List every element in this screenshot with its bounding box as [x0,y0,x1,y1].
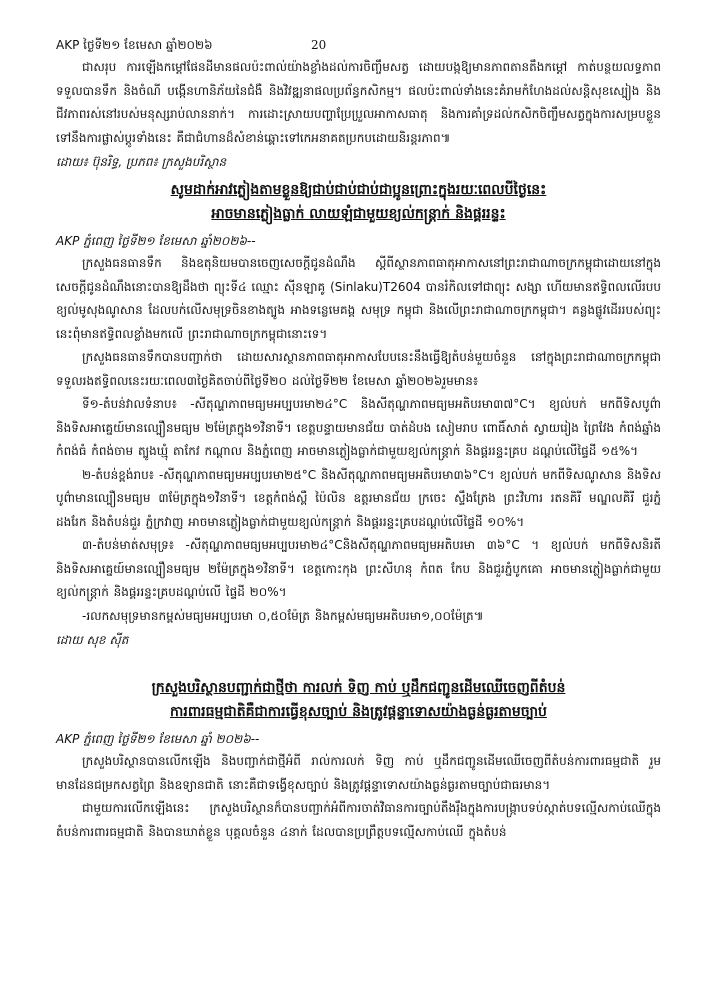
article-paragraph: ជាសរុប ការឡើងកម្តៅផែនដីមានផលប៉ះពាល់យ៉ាងខ្លាំងដល់ការចិញ្ចឹមសត្វ ដោយបង្កឱ្យមានភាពតានតឹងកម្តៅ កាត់បន្ថយលទ្ធភាពទទួលបានទឹក និងចំណី បង្កើនហានិភ័យនៃជំងឺ និងវិវឌ្ឍនាផលប្រព័ន្ធកសិកម្ម។ ផលប៉ះពាល់ទាំងនេះគំរាមកំហែងដល់សន្តិសុខស្បៀង និងជីវភាពរស់នៅរបស់មនុស្សរាប់លាននាក់។ ការដោះស្រាយបញ្ហាប្រែប្រួលអាកាសធាតុ និងការគាំទ្រដល់កសិកចិញ្ចឹមសត្វក្នុងការសម្របខ្លួនទៅនឹងការផ្លាស់ប្តូរទាំងនេះ គឺជាជំហានដ៏សំខាន់ឆ្ពោះទៅកេអនាគតប្រកបដោយនិរន្តរភាព៕ [56,60,661,145]
article-weather-warning [56,178,661,649]
article-paragraph: ក្រសួងធនធានទឹក និងឧតុនិយមបានចេញសេចក្តីជូនដំណឹង ស្តីពីស្ថានភាពធាតុអាកាសនៅព្រះរាជាណាចក្រកម្ពុជាដោយនៅក្នុងសេចក្តីជូនដំណឹងនោះបានឱ្យដឹងថា ព្យុះទី៤ ឈ្មោះ ស៊ីនឡាគូ (Sinlaku)T2604 បានរំកិលទៅជាព្យុះ សង្សា ហើយមានឥទ្ធិពលលើរបបខ្យល់មូសុងណូសាន ដែលបក់លើសមុទ្រចិនខាងត្បូង អាងទន្លេមេគង្គ សមុទ្រ កម្ពុជា និងលើព្រះរាជាណាចក្រកម្ពុជា។ គន្លងផ្លូវដើររបស់ព្យុះនេះពុំមានឥទ្ធិពលខ្លាំងមកលើ ព្រះរាជាណាចក្រកម្ពុជានោះទេ។ [56,256,661,341]
article-paragraph: ក្រសួងធនធានទឹកបានបញ្ជាក់ថា ដោយសារស្ថានភាពធាតុអាកាសបែបនេះនឹងធ្វើឱ្យតំបន់មួយចំនួន នៅក្នុងព្រះរាជាណាចក្រកម្ពុជាទទួលរងឥទ្ធិពលនេះរយៈពេល៣ថ្ងៃគិតចាប់ពីថ្ងៃទី២០ ដល់ថ្ងៃទី២២ ខែមេសា ឆ្នាំ២០២៦រួមមាន៖ [56,350,661,388]
header-agency-date: AKP ថ្ងៃទី២១ ខែមេសា ឆ្នាំ២០២៦ [56,38,213,52]
section-spacer [56,649,661,669]
article-byline: ដោយ សុខ ស៊ីត [56,633,129,647]
article-dateline: AKP ភ្នំពេញ ថ្ងៃទី២១ ខែមេសា ឆ្នាំ ២០២៦-- [56,732,260,746]
page-header [56,34,661,56]
article-paragraph: -រលកសមុទ្រមានកម្ពស់មធ្យមអប្បបរមា ០,៥០ម៉ែត្រ និងកម្ពស់មធ្យមអតិបរមា១,០០ម៉ែត្រ៕ [82,608,484,623]
article-headline [56,676,661,724]
article-paragraph: ក្រសួងបរិស្ថានបានលើកឡើង និងបញ្ជាក់ជាថ្មីអំពី រាល់ការលក់ ទិញ កាប់ ឬដឹកជញ្ជូនដើមឈើចេញពីតំបន់ការពារធម្មជាតិ រួមមានដែនជម្រកសត្វព្រៃ និងឧទ្យានជាតិ នោះគឺជាទង្វើខុសច្បាប់ និងត្រូវផ្តន្ទាទោសយ៉ាងធ្ងន់ធ្ងរតាមច្បាប់ជាធរមាន។ [56,754,661,792]
article-dateline: AKP ភ្នំពេញ ថ្ងៃទី២១ ខែមេសា ឆ្នាំ២០២៦-- [56,234,256,248]
headline-line-2: ការពារធម្មជាតិគឺជាការធ្វើខុសច្បាប់ និងត្រូវផ្តន្ទាទោសយ៉ាងធ្ងន់ធ្ងរតាមច្បាប់ [170,704,547,720]
article-forest-protection [56,676,661,844]
headline-line-2: អាចមានភ្លៀងធ្លាក់ លាយឡំជាមួយខ្យល់កន្ត្រាក់ និងផ្គររន្ទះ [211,206,506,222]
article-byline: ដោយ៖ ប៊ុនរិទ្ធ, ប្រភព៖ ក្រសួងបរិស្ថាន [56,155,227,169]
article-headline [56,178,661,226]
article-paragraph: ទី១-តំបន់វាលទំនាប៖ -សីតុណ្ហភាពមធ្យមអប្បបរមា២៤°C និងសីតុណ្ហភាពមធ្យមអតិបរមា៣៧°C។ ខ្យល់បក់ មកពីទិសបូព៌ា និងទិសអាគ្នេយ៍មានល្បឿនមធ្យម ២ម៉ែត្រក្នុង១វិនាទី។ ខេត្តបន្ទាយមានជ័យ បាត់ដំបង សៀមរាប ពោធិ៍សាត់ ស្វាយរៀង ព្រៃវែង កំពង់ឆ្នាំង កំពង់ធំ កំពង់ចាម ត្បូងឃ្មុំ តាកែវ កណ្តាល និងភ្នំពេញ អាចមានភ្លៀងធ្លាក់ជាមួយខ្យល់កន្ត្រាក់ និងផ្គររន្ទះគ្រប ដណ្តប់លើផ្ទៃដី ១៥%។ [56,397,661,458]
headline-line-1: សូមដាក់អាវភ្លៀងតាមខ្លួនឱ្យជាប់ជាប់ជាប់ជាប្អូនព្រោះក្នុងរយៈពេលបីថ្ងៃនេះ [170,182,547,198]
article-paragraph: ៣-តំបន់មាត់សមុទ្រ៖ -សីតុណ្ហភាពមធ្យមអប្បបរមា២៤°Cនិងសីតុណ្ហភាពមធ្យមអតិបរមា ៣៦°C ។ ខ្យល់បក់ មកពីទិសនិរតី និងទិសអាគ្នេយ៍មានល្បឿនមធ្យម ២ម៉ែត្រក្នុង១វិនាទី។ ខេត្តកោះកុង ព្រះសីហនុ កំពត កែប និងជួរភ្នំបូកគោ អាចមានភ្លៀងធ្លាក់ជាមួយខ្យល់កន្ត្រាក់ និងផ្គររន្ទះគ្របដណ្តប់លើ ផ្ទៃដី ២០%។ [56,538,661,599]
article-paragraph: ជាមួយការលើកឡើងនេះ ក្រសួងបរិស្ថានក៏បានបញ្ជាក់អំពីការចាត់វិធានការច្បាប់តឹងរ៉ឹងក្នុងការបង្ក្រាបទប់ស្កាត់បទល្មើសកាប់ឈើក្នុងតំបន់ការពារធម្មជាតិ និងបានឃាត់ខ្លួន បុគ្គលចំនួន ៤នាក់ ដែលបានប្រព្រឹត្តបទល្មើសកាប់ឈើ ក្នុងតំបន់ [56,801,661,839]
headline-line-1: ក្រសួងបរិស្ថានបញ្ជាក់ជាថ្មីថា ការលក់ ទិញ កាប់ ឬដឹកជញ្ជូនដើមឈើចេញពីតំបន់ [151,680,566,696]
article-paragraph: ២-តំបន់ខ្ពង់រាប៖ -សីតុណ្ហភាពមធ្យមអប្បបរមា២៥°C និងសីតុណ្ហភាពមធ្យមអតិបរមា៣៦°C។ ខ្យល់បក់ មកពីទិសណូសាន និងទិសបូព៌ាមានល្បឿនមធ្យម ៣ម៉ែត្រក្នុង១វិនាទី។ ខេត្តកំពង់ស្ពឺ ប៉ៃលិន ឧត្តរមានជ័យ ក្រចេះ ស្ទឹងត្រែង ព្រះវិហារ រតនគិរី មណ្ឌលគិរី ជួរភ្នំដងរែក និងតំបន់ជួរ ភ្នំក្រវាញ អាចមានភ្លៀងធ្លាក់ជាមួយខ្យល់កន្ត្រាក់ និងផ្គររន្ទះគ្របដណ្តប់លើផ្ទៃដី ១០%។ [56,467,661,529]
page-number: 20 [311,38,327,52]
article-climate-livestock [56,56,661,171]
